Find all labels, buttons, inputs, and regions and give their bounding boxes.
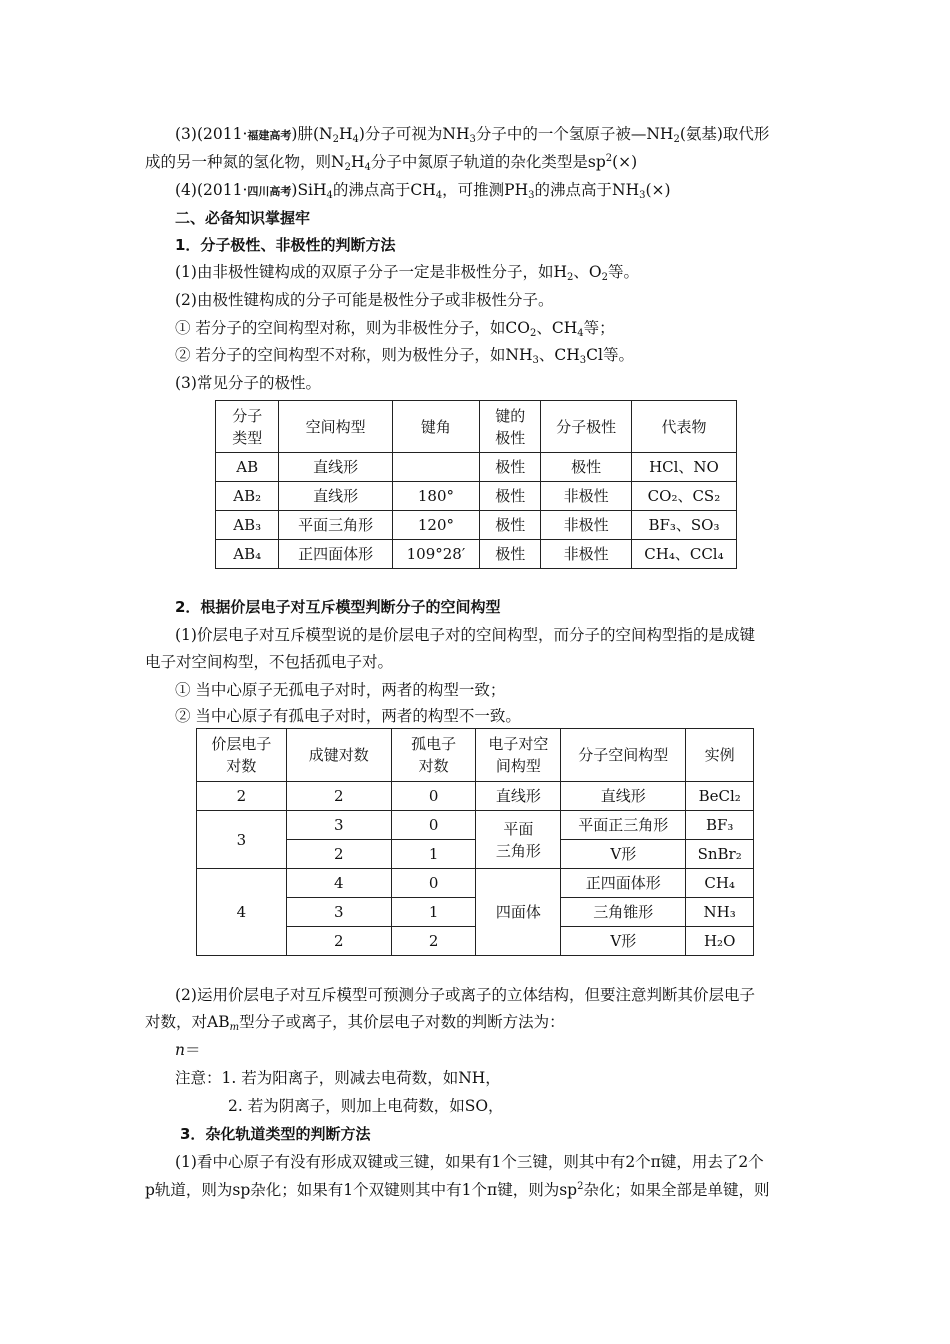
text-line: 注意：1. 若为阳离子，则减去电荷数，如NH， (175, 1069, 501, 1087)
text: 杂化；如果全部是单键，则 (583, 1181, 770, 1199)
subscript: 3 (579, 355, 587, 366)
text: H (338, 125, 353, 143)
superscript: 2 (577, 1181, 584, 1192)
text: 的沸点高于CH (332, 181, 436, 199)
subscript: 2 (601, 272, 608, 283)
table-header: 分子 类型 (216, 401, 279, 453)
table-cell: 极性 (480, 511, 541, 540)
subscript: 2 (332, 134, 339, 145)
table-cell (392, 453, 479, 482)
table-cell: 平面正三角形 (561, 811, 686, 840)
text-line: (3)常见分子的极性。 (175, 374, 321, 392)
text: H (350, 153, 365, 171)
table-cell: 1 (391, 898, 476, 927)
table-cell: 三角锥形 (561, 898, 686, 927)
subscript: 4 (326, 190, 333, 201)
section-heading: 二、必备知识掌握牢 (175, 209, 311, 227)
vsepr-table (196, 728, 754, 956)
text: 等； (583, 319, 615, 337)
table-header: 代表物 (631, 401, 736, 453)
table-cell: 直线形 (279, 482, 392, 511)
table-cell: HCl、NO (631, 453, 736, 482)
table-cell: 2 (286, 840, 391, 869)
text: (3)(2011· (175, 125, 248, 143)
table-cell: 3 (286, 898, 391, 927)
subscript: 4 (435, 190, 443, 201)
subscript: 4 (577, 328, 584, 339)
table-row (216, 511, 737, 540)
table-cell: 直线形 (476, 782, 561, 811)
table-header: 键的 极性 (480, 401, 541, 453)
text-line (175, 124, 769, 146)
text-line: ① 当中心原子无孤电子对时，两者的构型一致； (175, 681, 506, 699)
subsection-heading: 1．分子极性、非极性的判断方法 (175, 236, 396, 254)
table-row (216, 482, 737, 511)
table-cell: 极性 (480, 453, 541, 482)
text: ，可推测PH (442, 181, 529, 199)
table-cell: 2 (391, 927, 476, 956)
table-cell: 直线形 (561, 782, 686, 811)
table-cell: 4 (197, 869, 287, 956)
table-cell: 四面体 (476, 869, 561, 956)
text-line: ② 当中心原子有孤电子对时，两者的构型不一致。 (175, 707, 521, 725)
text: (×) (645, 181, 671, 199)
table-cell: SnBr₂ (686, 840, 754, 869)
table-cell: 平面三角形 (279, 511, 392, 540)
text-line: (1)看中心原子有没有形成双键或三键，如果有1个三键，则其中有2个π键，用去了2个 (175, 1153, 764, 1171)
text: )分子可视为NH (358, 125, 470, 143)
table-cell: BeCl₂ (686, 782, 754, 811)
table-header: 实例 (686, 729, 754, 782)
text: 对数，对AB (145, 1013, 230, 1031)
table-cell: V形 (561, 840, 686, 869)
table-cell: V形 (561, 927, 686, 956)
text: 分子中氮原子轨道的杂化类型是sp (370, 153, 606, 171)
table-cell: 180° (392, 482, 479, 511)
superscript: 2 (605, 153, 613, 164)
table-cell: CO₂、CS₂ (631, 482, 736, 511)
text-line: (2)运用价层电子对互斥模型可预测分子或离子的立体结构，但要注意判断其价层电子 (175, 986, 755, 1004)
table-cell: AB₃ (216, 511, 279, 540)
polarity-table (215, 400, 737, 569)
subscript: m (229, 1022, 240, 1033)
text-line: 2. 若为阴离子，则加上电荷数，如SO， (228, 1097, 504, 1115)
text: )SiH (291, 181, 327, 199)
source-label: 四川高考 (247, 185, 292, 198)
source-label: 福建高考 (247, 129, 292, 142)
table-cell: 2 (286, 782, 391, 811)
table-cell: CH₄ (686, 869, 754, 898)
text-line: (2)由极性键构成的分子可能是极性分子或非极性分子。 (175, 291, 554, 309)
subscript: 2 (344, 162, 351, 173)
table-cell: 直线形 (279, 453, 392, 482)
table-header: 键角 (392, 401, 479, 453)
table-cell: 非极性 (541, 511, 631, 540)
subscript: 4 (364, 162, 371, 173)
subscript: 4 (352, 134, 359, 145)
subsection-heading: 2．根据价层电子对互斥模型判断分子的空间构型 (175, 598, 501, 616)
table-cell: BF₃ (686, 811, 754, 840)
table-cell: 平面 三角形 (476, 811, 561, 869)
table-cell: BF₃、SO₃ (631, 511, 736, 540)
subscript: 3 (639, 190, 646, 201)
text-line (175, 345, 634, 365)
table-header: 分子空间构型 (561, 729, 686, 782)
subscript: 2 (566, 272, 574, 283)
table-cell: 2 (286, 927, 391, 956)
text-line (175, 318, 615, 338)
table-cell: 0 (391, 782, 476, 811)
text: )肼(N (291, 125, 333, 143)
text: 的沸点高于NH (534, 181, 640, 199)
text: 成的另一种氮的氢化物，则N (145, 153, 345, 171)
text: (4)(2011· (175, 181, 248, 199)
subscript: 2 (673, 134, 680, 145)
text-line (175, 180, 671, 202)
table-cell: 正四面体形 (561, 869, 686, 898)
table-cell: AB₄ (216, 540, 279, 569)
table-cell: 3 (286, 811, 391, 840)
table-cell: 极性 (480, 482, 541, 511)
text: 分子中的一个氢原子被—NH (475, 125, 674, 143)
table-cell: 4 (286, 869, 391, 898)
table-cell: H₂O (686, 927, 754, 956)
text-line: 电子对空间构型，不包括孤电子对。 (145, 653, 394, 671)
table-header-row (216, 401, 737, 453)
table-cell: 极性 (541, 453, 631, 482)
text: (氨基)取代形 (679, 125, 770, 143)
table-header-row (197, 729, 754, 782)
table-cell: AB₂ (216, 482, 279, 511)
table-cell: CH₄、CCl₄ (631, 540, 736, 569)
text: (×) (612, 153, 638, 171)
table-header: 孤电子 对数 (391, 729, 476, 782)
table-cell: 2 (197, 782, 287, 811)
table-header: 成键对数 (286, 729, 391, 782)
table-cell: 0 (391, 811, 476, 840)
table-row (197, 782, 754, 811)
text: 型分子或离子，其价层电子对数的判断方法为： (239, 1013, 565, 1031)
table-cell: 0 (391, 869, 476, 898)
table-cell: 非极性 (541, 540, 631, 569)
text: 、CH (538, 346, 580, 364)
table-header: 价层电子 对数 (197, 729, 287, 782)
subsection-heading: 3．杂化轨道类型的判断方法 (180, 1125, 371, 1143)
table-cell: 极性 (480, 540, 541, 569)
text: p轨道，则为sp杂化；如果有1个双键则其中有1个π键，则为sp (145, 1181, 578, 1199)
formula-line (175, 1040, 201, 1060)
table-cell: NH₃ (686, 898, 754, 927)
text-line (175, 262, 639, 282)
table-row (197, 811, 754, 840)
table-cell: 3 (197, 811, 287, 869)
text: 等。 (607, 263, 639, 281)
text: 、CH (536, 319, 578, 337)
table-header: 空间构型 (279, 401, 392, 453)
text-line (145, 1012, 565, 1032)
text: Cl等。 (586, 346, 634, 364)
subscript: 2 (530, 328, 537, 339)
table-row (216, 540, 737, 569)
text: ＝ (184, 1041, 201, 1059)
table-cell: 正四面体形 (279, 540, 392, 569)
text-line: (1)价层电子对互斥模型说的是价层电子对的空间构型，而分子的空间构型指的是成键 (175, 626, 755, 644)
table-header: 电子对空 间构型 (476, 729, 561, 782)
subscript: 3 (469, 134, 476, 145)
text: (1)由非极性键构成的双原子分子一定是非极性分子，如H (175, 263, 567, 281)
table-cell: 非极性 (541, 482, 631, 511)
text: 、O (573, 263, 602, 281)
table-header: 分子极性 (541, 401, 631, 453)
table-cell: 120° (392, 511, 479, 540)
text: ① 若分子的空间构型对称，则为非极性分子，如CO (175, 319, 530, 337)
table-cell: AB (216, 453, 279, 482)
text-line (145, 1180, 769, 1200)
subscript: 3 (528, 190, 535, 201)
formula-variable: n (175, 1041, 185, 1059)
table-cell: 1 (391, 840, 476, 869)
table-row (197, 869, 754, 898)
subscript: 3 (532, 355, 539, 366)
text: ② 若分子的空间构型不对称，则为极性分子，如NH (175, 346, 533, 364)
table-cell: 109°28′ (392, 540, 479, 569)
text-line (145, 152, 637, 172)
table-row (216, 453, 737, 482)
